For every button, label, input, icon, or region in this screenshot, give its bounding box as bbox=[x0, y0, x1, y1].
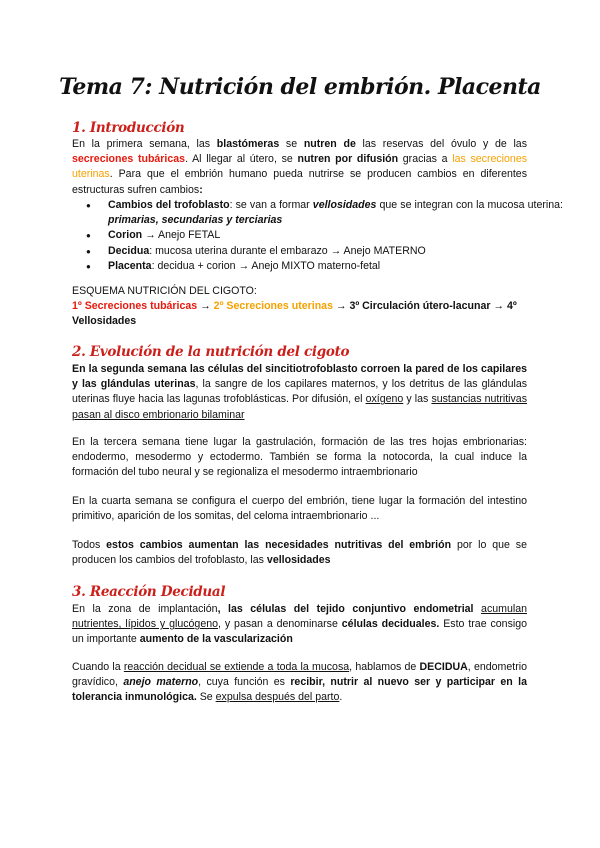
list-item: ● Corion → Anejo FETAL bbox=[108, 228, 563, 243]
section-heading-evolucion: 2. Evolución de la nutrición del cigoto bbox=[72, 344, 350, 360]
intro-bullet-list bbox=[72, 198, 563, 274]
list-item: ● Placenta: decidua + corion → Anejo MIXTO materno-fetal bbox=[108, 259, 563, 274]
section-heading-introduccion: 1. Introducción bbox=[72, 120, 185, 136]
section-heading-reaccion-decidual: 3. Reacción Decidual bbox=[72, 584, 226, 600]
decid-paragraph-2: Cuando la reacción decidual se extiende a toda la mucosa, hablamos de DECIDUA, endometrio gravídico, anejo materno, cuya función es recibir, nutrir al nuevo ser y participar en la tolerancia inmunológica. Se expulsa después del parto. bbox=[72, 661, 527, 704]
decid-paragraph-1: En la zona de implantación, las células del tejido conjuntivo endometrial acumulan nutrientes, lípidos y glucógeno, y pasan a denominarse células deciduales. Esto trae consigo un importante aumento de la vascularización bbox=[72, 603, 528, 646]
evol-paragraph-3: En la cuarta semana se configura el cuerpo del embrión, tiene lugar la formación del intestino primitivo, aparición de los somitas, del celoma intraembrionario ... bbox=[72, 495, 527, 523]
schema-label: ESQUEMA NUTRICIÓN DEL CIGOTO: bbox=[72, 285, 257, 297]
evol-paragraph-4: Todos estos cambios aumentan las necesidades nutritivas del embrión por lo que se producen los cambios del trofoblasto, las vellosidades bbox=[72, 539, 527, 567]
list-item: ● Decidua: mucosa uterina durante el embarazo → Anejo MATERNO bbox=[108, 244, 563, 259]
evol-paragraph-2: En la tercera semana tiene lugar la gastrulación, formación de las tres hojas embrionarias: endodermo, mesodermo y ectodermo. También se forma la notocorda, la cual induce la formación del tubo neural y se regionaliza el mesodermo intraembrionario bbox=[72, 436, 527, 479]
page-title: Tema 7: Nutrición del embrión. Placenta bbox=[59, 74, 541, 100]
intro-paragraph: En la primera semana, las blastómeras se nutren de las reservas del óvulo y de las secreciones tubáricas. Al llegar al útero, se nutren por difusión gracias a las secreciones uterinas. Para que el embrión humano pueda nutrirse se producen cambios en diferentes estructuras sufren cambios: bbox=[72, 138, 528, 196]
list-item: ● Cambios del trofoblasto: se van a formar vellosidades que se integran con la mucosa uterina: primarias, secundarias y terciarias bbox=[108, 198, 563, 228]
schema-sequence: 1º Secreciones tubáricas → 2º Secreciones uterinas → 3º Circulación útero-lacunar → 4º Vellosidades bbox=[72, 300, 517, 328]
evol-paragraph-1: En la segunda semana las células del sincitiotrofoblasto corroen la pared de los capilares y las glándulas uterinas, la sangre de los capilares maternos, y los detritus de las glándulas uterinas fluye hacia las lagunas trofoblásticas. Por difusión, el oxígeno y las sustancias nutritivas pasan al disco embrionario bilaminar bbox=[72, 363, 528, 421]
